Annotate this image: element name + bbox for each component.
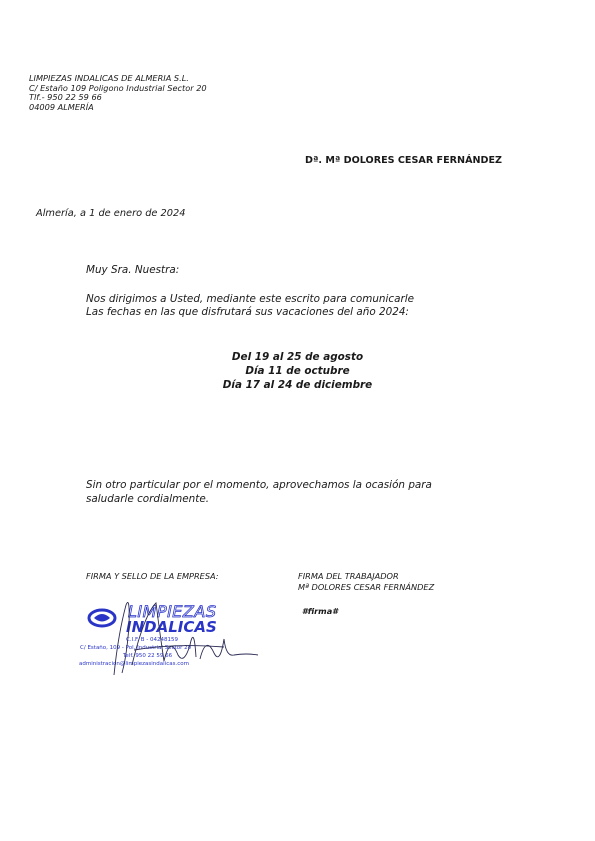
closing-line-1: Sin otro particular por el momento, aprovechamos la ocasión para: [86, 479, 432, 491]
company-stamp: [74, 595, 264, 680]
company-signature-label: FIRMA Y SELLO DE LA EMPRESA:: [86, 571, 219, 581]
stamp-address: C/ Estaño, 109 - Pol. Industrial Sector 20: [80, 645, 192, 651]
vacation-date-1: Del 19 al 25 de agosto: [231, 351, 364, 363]
stamp-brand-line2: INDALICAS: [126, 618, 217, 636]
body-line-2: Las fechas en las que disfrutará sus vacaciones del año 2024:: [86, 306, 409, 318]
letter-date: Almería, a 1 de enero de 2024: [36, 208, 186, 219]
body-line-1: Nos dirigimos a Usted, mediante este escrito para comunicarle: [86, 293, 415, 305]
sender-city: 04009 ALMERÍA: [29, 101, 94, 112]
vacation-dates: [0, 350, 595, 392]
stamp-phone: Telf. 950 22 59 66: [123, 653, 173, 659]
vacation-date-2: Día 11 de octubre: [245, 365, 350, 377]
letter-greeting: Muy Sra. Nuestra:: [86, 264, 180, 276]
worker-name: Mª DOLORES CESAR FERNÁNDEZ: [298, 582, 435, 592]
stamp-brand-line1: LIMPIEZAS: [128, 602, 217, 621]
sender-company: LIMPIEZAS INDALICAS DE ALMERIA S.L.: [29, 73, 189, 83]
vacation-date-3: Día 17 al 24 de diciembre: [222, 379, 373, 391]
closing-line-2: saludarle cordialmente.: [86, 493, 210, 505]
letter-body: [86, 293, 414, 319]
sender-address: C/ Estaño 109 Poligono Industrial Sector 20: [29, 82, 207, 93]
worker-signature-label: FIRMA DEL TRABAJADOR: [298, 571, 399, 581]
worker-signature-block: [298, 571, 434, 593]
signature-placeholder: #firma#: [302, 606, 338, 616]
letter-closing: [86, 478, 432, 506]
recipient-name: Dª. Mª DOLORES CESAR FERNÁNDEZ: [305, 155, 502, 166]
sender-phone: Tlf.- 950 22 59 66: [29, 92, 102, 103]
stamp-email: administracion@limpiezasindalicas.com: [79, 661, 189, 667]
sender-block: [29, 74, 207, 112]
stamp-cif: C.I.F. B - 04248159: [126, 637, 178, 643]
stamp-logo-icon: [89, 610, 115, 626]
